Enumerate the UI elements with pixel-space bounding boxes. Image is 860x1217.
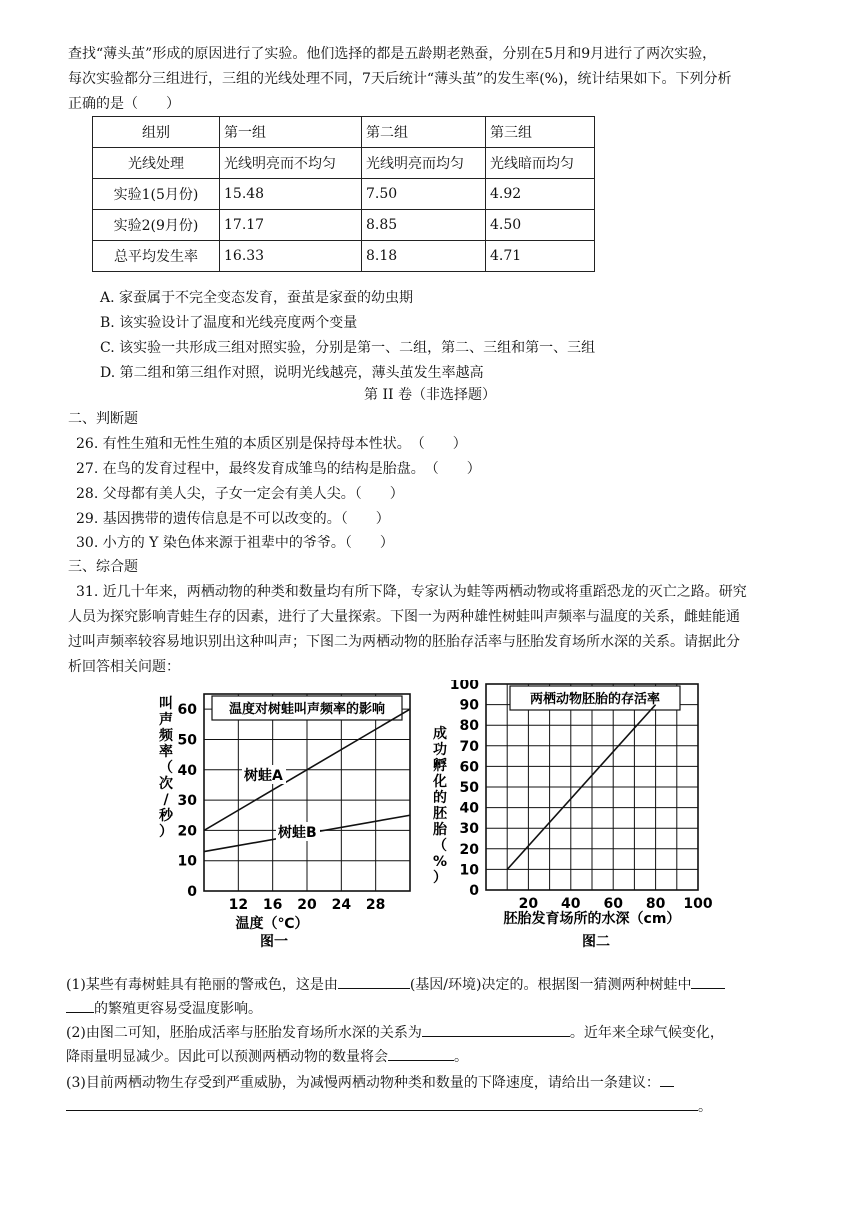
- x-tick-label: 24: [331, 897, 352, 913]
- q31-line-4: 析回答相关问题：: [68, 659, 180, 675]
- y-axis-label-char: ）: [159, 824, 173, 840]
- table-header-cell: 组别: [93, 117, 220, 148]
- q1-blank-frog[interactable]: [691, 974, 725, 989]
- q3-blank-start[interactable]: [660, 1072, 674, 1087]
- table-row: [93, 210, 595, 241]
- y-axis-label-char: 次: [159, 776, 173, 792]
- table-cell: 光线明亮而均匀: [362, 148, 486, 179]
- y-tick-label: 40: [177, 762, 197, 779]
- q2-text-a: (2)由图二可知，胚胎成活率与胚胎发育场所水深的关系为: [66, 1025, 422, 1041]
- x-tick-label: 60: [603, 896, 623, 912]
- y-axis-label-char: 功: [433, 742, 447, 758]
- y-axis-label-char: （: [433, 838, 447, 854]
- q1-text-a: (1)某些有毒树蛙具有艳丽的警戒色，这是由: [66, 977, 338, 993]
- table-cell: 4.50: [486, 210, 595, 241]
- chart-embryo-survival: [420, 680, 720, 958]
- y-tick-label: 50: [177, 732, 197, 749]
- q1-text-b: (基因/环境)决定的。根据图一猜测两种树蛙中: [409, 977, 692, 993]
- q31-line-1: 31. 近几十年来，两栖动物的种类和数量均有所下降，专家认为蛙等两栖动物或将重蹈恐龙的灭亡之路。研究: [76, 584, 747, 600]
- x-tick-label: 16: [262, 897, 283, 913]
- y-tick-label: 0: [187, 884, 197, 900]
- q3-blank-suggestion[interactable]: [66, 1096, 698, 1111]
- table-cell: 16.33: [220, 241, 362, 272]
- intro-line-2: 每次实验都分三组进行，三组的光线处理不同，7天后统计“薄头茧”的发生率(%)，统计结果如下。下列分析: [68, 71, 732, 87]
- y-axis-label-char: 秒: [159, 808, 173, 824]
- option-b: B. 该实验设计了温度和光线亮度两个变量: [100, 315, 358, 331]
- table-cell: 实验1(5月份): [93, 179, 220, 210]
- y-axis-label-char: 叫: [159, 696, 173, 712]
- q31-line-2: 人员为探究影响青蛙生存的因素，进行了大量探索。下图一为两种雄性树蛙叫声频率与温度的关系，雌蛙能通: [68, 609, 740, 625]
- option-d: D. 第二组和第三组作对照，说明光线越亮，薄头茧发生率越高: [100, 365, 484, 381]
- y-axis-label-char: 率: [159, 744, 173, 760]
- table-cell: 4.92: [486, 179, 595, 210]
- question-3-line-1: [66, 1072, 674, 1093]
- y-axis-label-char: ）: [433, 870, 447, 886]
- y-tick-label: 60: [177, 702, 197, 719]
- table-cell: 8.18: [362, 241, 486, 272]
- q2-text-b: 。近年来全球气候变化，: [569, 1025, 724, 1041]
- comprehensive-heading: 三、综合题: [68, 559, 138, 575]
- y-axis-label-char: /: [163, 792, 169, 808]
- question-3-line-2: [66, 1096, 712, 1117]
- judge-heading: 二、判断题: [68, 411, 138, 427]
- q31-line-3: 过叫声频率较容易地识别出这种叫声；下图二为两栖动物的胚胎存活率与胚胎发育场所水深的关系。请据此分: [68, 634, 740, 650]
- q2-text-c: 降雨量明显减少。因此可以预测两栖动物的数量将会: [66, 1049, 388, 1065]
- table-header-cell: 第二组: [362, 117, 486, 148]
- judge-item-27: 27. 在鸟的发育过程中，最终发育成雏鸟的结构是胎盘。 （ ）: [76, 461, 481, 477]
- y-tick-label: 20: [177, 823, 197, 840]
- table-header-cell: 第一组: [220, 117, 362, 148]
- judge-item-29: 29. 基因携带的遗传信息是不可以改变的。（ ）: [76, 511, 390, 527]
- y-axis-label-char: 成: [433, 726, 447, 742]
- y-tick-label: 80: [459, 718, 479, 735]
- q3-text-a: (3)目前两栖动物生存受到严重威胁，为减慢两栖动物种类和数量的下降速度，请给出一条建议：: [66, 1075, 660, 1091]
- table-header-cell: 第三组: [486, 117, 595, 148]
- option-c: C. 该实验一共形成三组对照实验，分别是第一、二组，第二、三组和第一、三组: [100, 340, 596, 356]
- question-2-line-1: [66, 1022, 724, 1043]
- chart-temperature-frequency: [150, 688, 430, 958]
- table-cell: 4.71: [486, 241, 595, 272]
- figure-caption: 图一: [260, 934, 288, 950]
- x-tick-label: 80: [645, 896, 666, 912]
- chart-title: 两栖动物胚胎的存活率: [529, 692, 661, 707]
- q1-blank-frog-cont[interactable]: [66, 998, 94, 1013]
- table-cell: 光线明亮而不均匀: [220, 148, 362, 179]
- question-1-line-1: [66, 974, 725, 995]
- q2-blank-trend[interactable]: [388, 1046, 454, 1061]
- table-cell: 总平均发生率: [93, 241, 220, 272]
- y-tick-label: 50: [459, 780, 479, 796]
- y-tick-label: 30: [177, 793, 197, 810]
- option-a: A. 家蚕属于不完全变态发育，蚕茧是家蚕的幼虫期: [100, 290, 414, 306]
- y-tick-label: 10: [459, 862, 479, 879]
- judge-item-30: 30. 小方的 Y 染色体来源于祖辈中的爷爷。（ ）: [76, 535, 394, 551]
- y-axis-label-char: 孵: [433, 758, 447, 774]
- x-tick-label: 28: [365, 897, 386, 913]
- judge-item-26: 26. 有性生殖和无性生殖的本质区别是保持母本性状。 （ ）: [76, 436, 467, 452]
- y-axis-label-char: %: [432, 854, 448, 870]
- table-cell: 7.50: [362, 179, 486, 210]
- y-axis-label-char: 声: [159, 712, 173, 728]
- table-cell: 光线暗而均匀: [486, 148, 595, 179]
- results-table: [92, 116, 595, 272]
- table-cell: 17.17: [220, 210, 362, 241]
- chart-title: 温度对树蛙叫声频率的影响: [228, 702, 386, 717]
- table-cell: 实验2(9月份): [93, 210, 220, 241]
- y-axis-label-char: 的: [433, 790, 447, 806]
- y-axis-label-char: 化: [433, 774, 447, 790]
- x-tick-label: 40: [561, 896, 581, 912]
- x-tick-label: 12: [228, 897, 249, 913]
- y-axis-label-char: 胎: [433, 822, 447, 838]
- figure-caption: 图二: [582, 934, 610, 950]
- table-row: [93, 117, 595, 148]
- y-axis-label-char: 胚: [433, 806, 447, 822]
- table-cell: 8.85: [362, 210, 486, 241]
- intro-line-3: 正确的是（ ）: [68, 96, 180, 112]
- x-axis-label: 温度（℃）: [235, 916, 309, 932]
- q3-text-end: 。: [698, 1099, 712, 1115]
- y-tick-label: 30: [459, 821, 479, 838]
- y-axis-label-char: 频: [159, 728, 173, 744]
- y-tick-label: 60: [459, 759, 479, 776]
- y-tick-label: 100: [449, 680, 479, 693]
- table-row: [93, 241, 595, 272]
- table-row: [93, 179, 595, 210]
- question-1-line-2: [66, 998, 262, 1019]
- q2-blank-relation[interactable]: [422, 1022, 570, 1037]
- y-tick-label: 70: [459, 738, 479, 755]
- q1-blank-gene-env[interactable]: [338, 974, 410, 989]
- y-tick-label: 40: [459, 800, 479, 817]
- q2-text-d: 。: [454, 1049, 468, 1065]
- y-tick-label: 90: [459, 697, 479, 714]
- series-label: 树蛙A: [244, 768, 283, 784]
- y-tick-label: 0: [469, 883, 479, 899]
- x-axis-label: 胚胎发育场所的水深（cm）: [503, 911, 681, 927]
- y-tick-label: 10: [177, 853, 197, 870]
- section-2-title: 第 II 卷（非选择题）: [364, 387, 496, 403]
- series-label: 树蛙B: [278, 825, 317, 841]
- x-tick-label: 20: [518, 896, 539, 912]
- table-row: [93, 148, 595, 179]
- judge-item-28: 28. 父母都有美人尖，子女一定会有美人尖。（ ）: [76, 486, 404, 502]
- y-axis-label-char: （: [159, 760, 173, 776]
- y-tick-label: 20: [459, 841, 479, 858]
- table-cell: 光线处理: [93, 148, 220, 179]
- table-cell: 15.48: [220, 179, 362, 210]
- intro-line-1: 查找“薄头茧”形成的原因进行了实验。他们选择的都是五龄期老熟蚕，分别在5月和9月进行了两次实验，: [68, 46, 717, 62]
- question-2-line-2: [66, 1046, 468, 1067]
- x-tick-label: 100: [683, 896, 713, 912]
- x-tick-label: 20: [297, 897, 317, 913]
- q1-text-c: 的繁殖更容易受温度影响。: [94, 1001, 262, 1017]
